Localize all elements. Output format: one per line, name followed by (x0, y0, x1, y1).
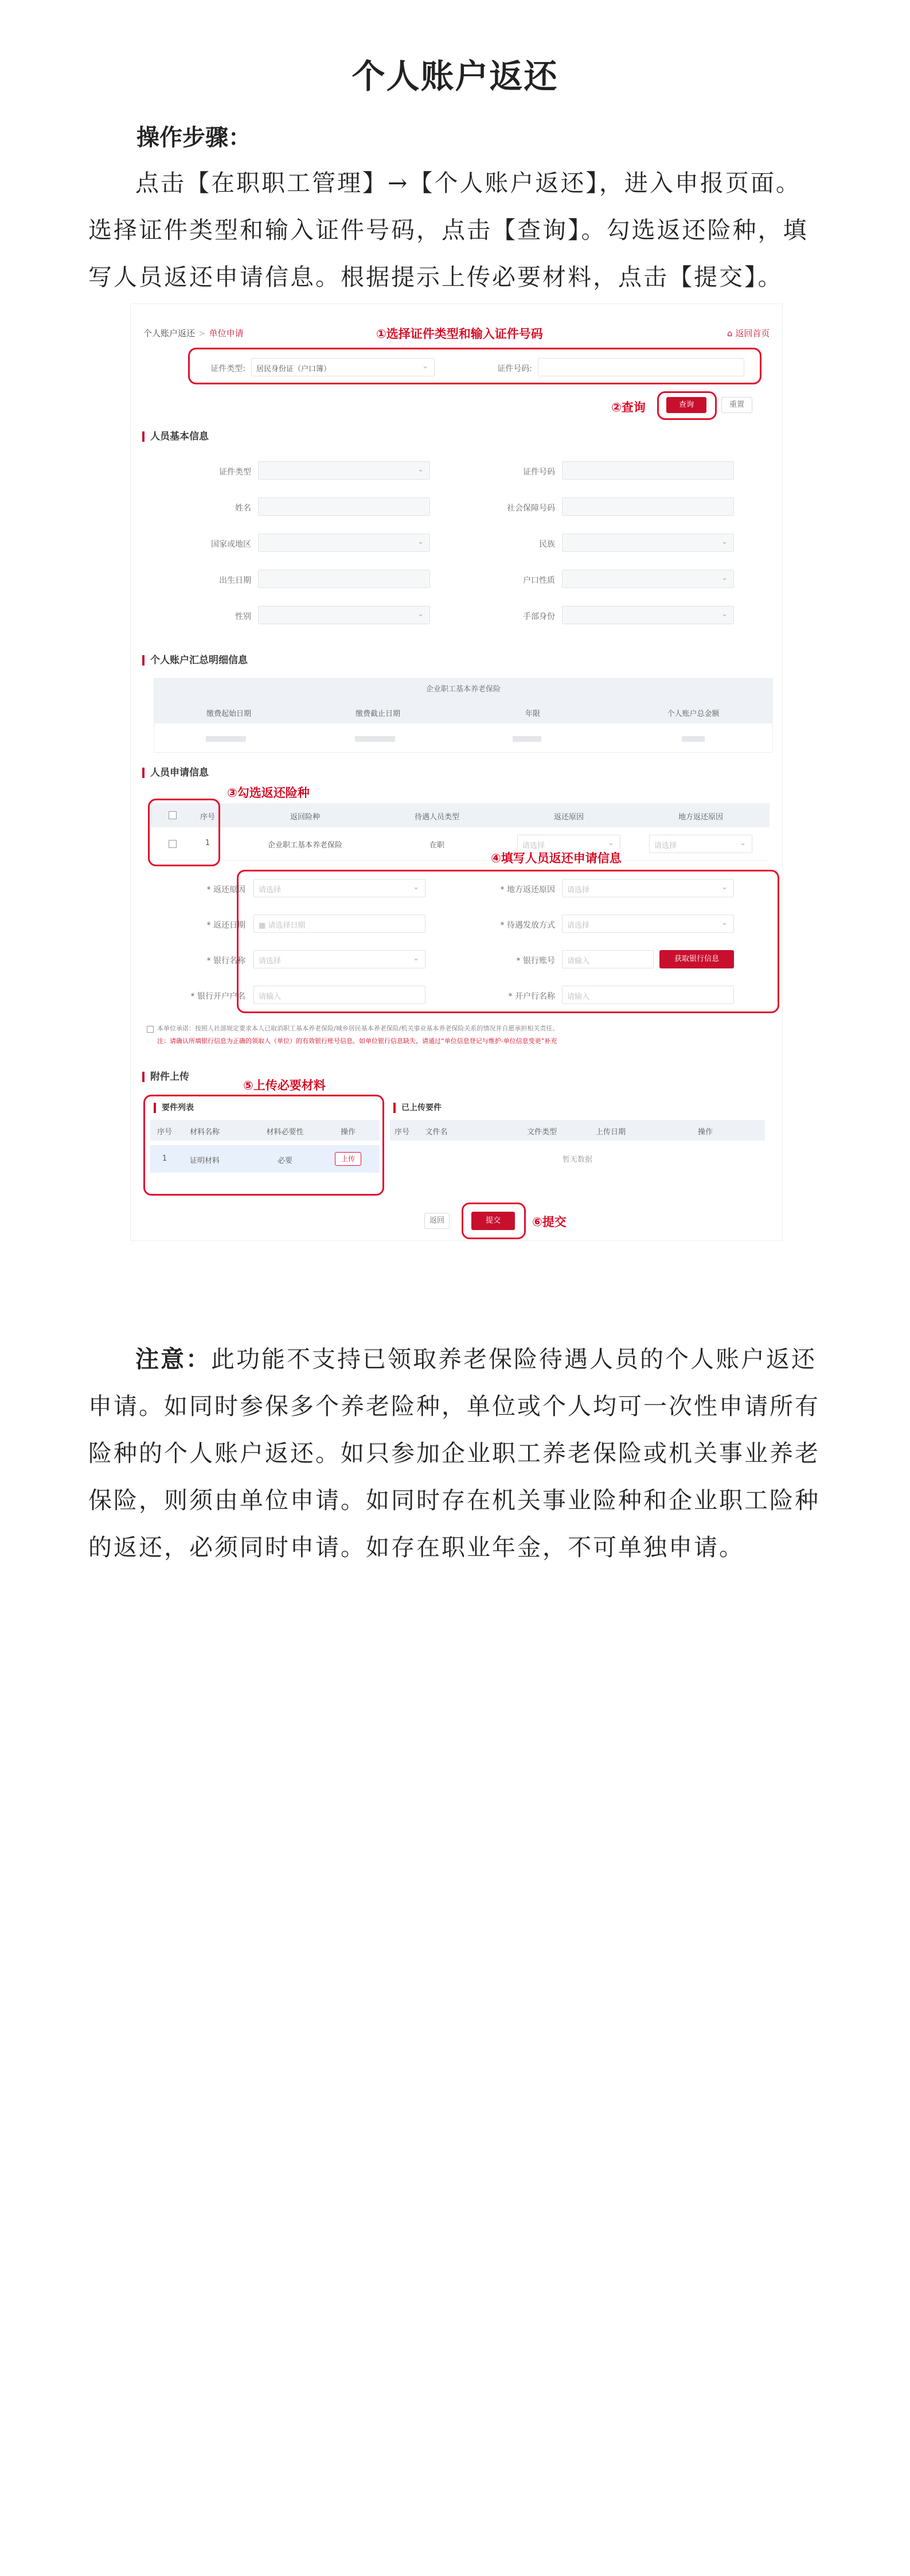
column-header: 操作 (340, 1128, 356, 1137)
basic-label-2: 姓名 (235, 504, 251, 513)
back-home-label: 返回首页 (735, 328, 770, 338)
basic-label-6: 证件号码 (523, 468, 555, 477)
column-header: 缴费起始日期 (206, 710, 251, 718)
redacted-value (355, 736, 395, 742)
column-header: 材料必要性 (266, 1128, 304, 1137)
required-table-header (150, 1120, 380, 1141)
promise-checkbox[interactable] (147, 1026, 154, 1033)
back-button[interactable]: 返回 (424, 1213, 450, 1229)
bank-account-input[interactable] (562, 950, 654, 968)
application-row (150, 827, 770, 861)
back-home-link[interactable] (727, 327, 770, 339)
column-header: 返回险种 (290, 813, 320, 822)
account-summary-columns (154, 701, 772, 723)
attachments-title: 附件上传 (142, 1072, 189, 1082)
note-label: 注意： (135, 1345, 211, 1373)
column-header: 返还原因 (553, 813, 584, 822)
basic-label-3: 国家或地区 (211, 540, 251, 549)
form-placeholder: 请输入 (567, 993, 590, 1001)
row-insurance: 企业职工基本养老保险 (267, 841, 342, 850)
form-right-label-4: * 开户行名称 (508, 992, 555, 1001)
column-header: 年限 (525, 710, 540, 718)
annotation-5: ⑤上传必要材料 (243, 1079, 326, 1092)
document-title: 个人账户返还 (351, 57, 559, 96)
account-summary-group-header: 企业职工基本养老保险 (154, 679, 772, 701)
chevron-down-icon: ⌄ (413, 883, 419, 892)
basic-label-1: 证件类型 (219, 468, 251, 477)
chevron-down-icon: ⌄ (608, 839, 614, 847)
column-header: 材料名称 (189, 1128, 220, 1137)
required-list-title: 要件列表 (154, 1103, 194, 1113)
basic-info-title: 人员基本信息 (142, 431, 209, 442)
form-placeholder: 请选择 (567, 921, 590, 930)
form-placeholder: 请选择 (259, 886, 282, 894)
steps-heading: 操作步骤： (136, 124, 251, 151)
form-placeholder: 请输入 (259, 993, 282, 1001)
required-row (150, 1145, 380, 1173)
redacted-value (206, 736, 246, 742)
empty-data-text: 暂无数据 (562, 1155, 592, 1164)
form-placeholder: 请选择 (567, 886, 590, 894)
application-table-header (150, 803, 770, 827)
column-header: 序号 (157, 1128, 172, 1137)
basic-label-4: 出生日期 (219, 576, 251, 585)
id-type-label: 证件类型: (210, 364, 245, 373)
breadcrumb-separator: > (198, 328, 206, 338)
column-header: 操作 (697, 1128, 713, 1137)
column-header: 个人账户总金额 (667, 710, 720, 718)
basic-field-8 (562, 534, 734, 552)
redacted-value (682, 736, 705, 742)
return-date-input[interactable] (253, 915, 425, 933)
id-type-select[interactable] (251, 358, 435, 376)
form-right-label-2: * 待遇发放方式 (500, 921, 555, 930)
basic-label-7: 社会保障号码 (507, 504, 555, 513)
bank-warning-text: 注：请确认所填银行信息为正确的领取人（单位）的有效银行账号信息。如单位银行信息缺失，请通过“单位信息登记与维护-单位信息变更”补充 (157, 1037, 557, 1045)
chevron-down-icon: ⌄ (721, 919, 728, 927)
annotation-4: ④填写人员返还申请信息 (491, 851, 622, 865)
upload-button[interactable]: 上传 (335, 1152, 361, 1166)
row-reason-placeholder: 请选择 (522, 842, 545, 850)
chevron-down-icon: ⌄ (417, 610, 424, 618)
bank-branch-input[interactable] (562, 986, 734, 1004)
form-left-label-1: * 返还原因 (206, 885, 245, 894)
row-type: 在职 (429, 841, 444, 850)
return-reason-select[interactable] (253, 879, 425, 897)
chevron-down-icon: ⌄ (417, 538, 424, 546)
column-header: 序号 (200, 813, 215, 822)
reset-button[interactable]: 重置 (721, 397, 752, 413)
breadcrumb (143, 327, 244, 339)
form-left-label-3: * 银行名称 (206, 956, 245, 966)
form-left-label-4: * 银行开户户名 (190, 992, 245, 1001)
chevron-down-icon: ⌄ (721, 538, 728, 546)
basic-info-form (131, 453, 782, 648)
home-icon: ⌂ (727, 328, 733, 338)
basic-field-10 (562, 606, 734, 624)
local-return-reason-select[interactable] (562, 879, 734, 897)
chevron-down-icon: ⌄ (413, 954, 419, 963)
row-local-reason-select[interactable] (649, 835, 752, 853)
form-placeholder: 请选择 (259, 957, 282, 966)
basic-field-6 (562, 461, 734, 480)
annotation-1: ①选择证件类型和输入证件号码 (376, 327, 543, 341)
column-header: 缴费截止日期 (355, 710, 400, 718)
calendar-icon: ▦ (259, 921, 268, 930)
note-body: 此功能不支持已领取养老保险待遇人员的个人账户返还申请。如同时参保多个养老险种，单位或个人均可一次性申请所有险种的个人账户返还。如只参加企业职工养老保险或机关事业养老保险，则须由单位申请。如同时存在机关事业险种和企业职工险种的返还，必须同时申请。如存在职业年金，不可单独申请。 (88, 1345, 820, 1561)
breadcrumb-current: 单位申请 (209, 328, 244, 338)
annotation-3: ③勾选返还险种 (227, 786, 310, 800)
bank-name-select[interactable] (253, 950, 425, 968)
annotation-2: ②查询 (611, 400, 646, 414)
required-index: 1 (162, 1154, 167, 1163)
basic-field-2 (258, 497, 430, 516)
embedded-screenshot (131, 304, 782, 1240)
payment-method-select[interactable] (562, 915, 734, 933)
annotation-6: ⑥提交 (532, 1215, 567, 1229)
form-right-label-1: * 地方返还原因 (500, 885, 555, 894)
basic-field-7 (562, 497, 734, 516)
annotation-box-3 (148, 799, 220, 866)
query-button[interactable]: 查询 (666, 397, 706, 413)
form-left-label-2: * 返还日期 (206, 921, 245, 930)
steps-paragraph: 点击【在职职工管理】→【个人账户返还】，进入申报页面。选择证件类型和输入证件号码，点击【查询】。勾选返还险种，填写人员返还申请信息。根据提示上传必要材料，点击【提交】。 (88, 169, 809, 291)
basic-label-8: 民族 (539, 540, 555, 549)
account-summary-table (154, 678, 773, 753)
id-number-input[interactable] (538, 358, 744, 376)
basic-label-10: 手部身份 (523, 612, 555, 621)
redacted-value (513, 736, 541, 742)
uploaded-list-title: 已上传要件 (393, 1103, 442, 1113)
account-summary-title: 个人账户汇总明细信息 (142, 655, 248, 666)
chevron-down-icon: ⌄ (721, 610, 728, 618)
chevron-down-icon: ⌄ (417, 465, 424, 474)
account-holder-input[interactable] (253, 986, 425, 1004)
basic-field-9 (562, 570, 734, 588)
column-header: 文件类型 (526, 1128, 557, 1137)
required-name: 证明材料 (189, 1157, 220, 1165)
id-type-value: 居民身份证（户口簿） (256, 365, 331, 373)
basic-field-5 (258, 606, 430, 624)
basic-field-3 (258, 534, 430, 552)
note-paragraph (88, 1336, 822, 1571)
basic-field-1 (258, 461, 430, 480)
column-header: 待遇人员类型 (414, 813, 459, 822)
chevron-down-icon: ⌄ (740, 839, 746, 847)
chevron-down-icon: ⌄ (721, 574, 728, 582)
form-right-label-3: * 银行账号 (516, 956, 555, 966)
row-local-reason-placeholder: 请选择 (654, 842, 677, 850)
column-header: 文件名 (425, 1128, 448, 1137)
id-number-label: 证件号码: (497, 364, 532, 373)
column-header: 上传日期 (595, 1128, 626, 1137)
basic-label-9: 户口性质 (523, 576, 555, 585)
promise-text: 本单位承诺：按照人社部规定要求本人已取消职工基本养老保险/城乡居民基本养老保险/机关事业基本养老保险关系的情况并自愿承担相关责任。 (157, 1025, 559, 1032)
column-header: 序号 (394, 1128, 409, 1137)
chevron-down-icon: ⌄ (422, 362, 428, 371)
required-necessity: 必要 (277, 1157, 292, 1165)
submit-button[interactable]: 提交 (471, 1212, 515, 1230)
form-placeholder: 请输入 (567, 957, 590, 966)
basic-label-5: 性别 (235, 612, 251, 621)
row-index: 1 (205, 839, 210, 847)
basic-field-4 (258, 570, 430, 588)
get-bank-info-button[interactable]: 获取银行信息 (659, 950, 734, 968)
application-info-title: 人员申请信息 (142, 768, 209, 778)
uploaded-table-header (390, 1120, 765, 1141)
form-placeholder: 请选择日期 (268, 921, 306, 930)
column-header: 地方返还原因 (678, 813, 723, 822)
breadcrumb-root[interactable]: 个人账户返还 (143, 328, 196, 338)
chevron-down-icon: ⌄ (721, 883, 728, 892)
